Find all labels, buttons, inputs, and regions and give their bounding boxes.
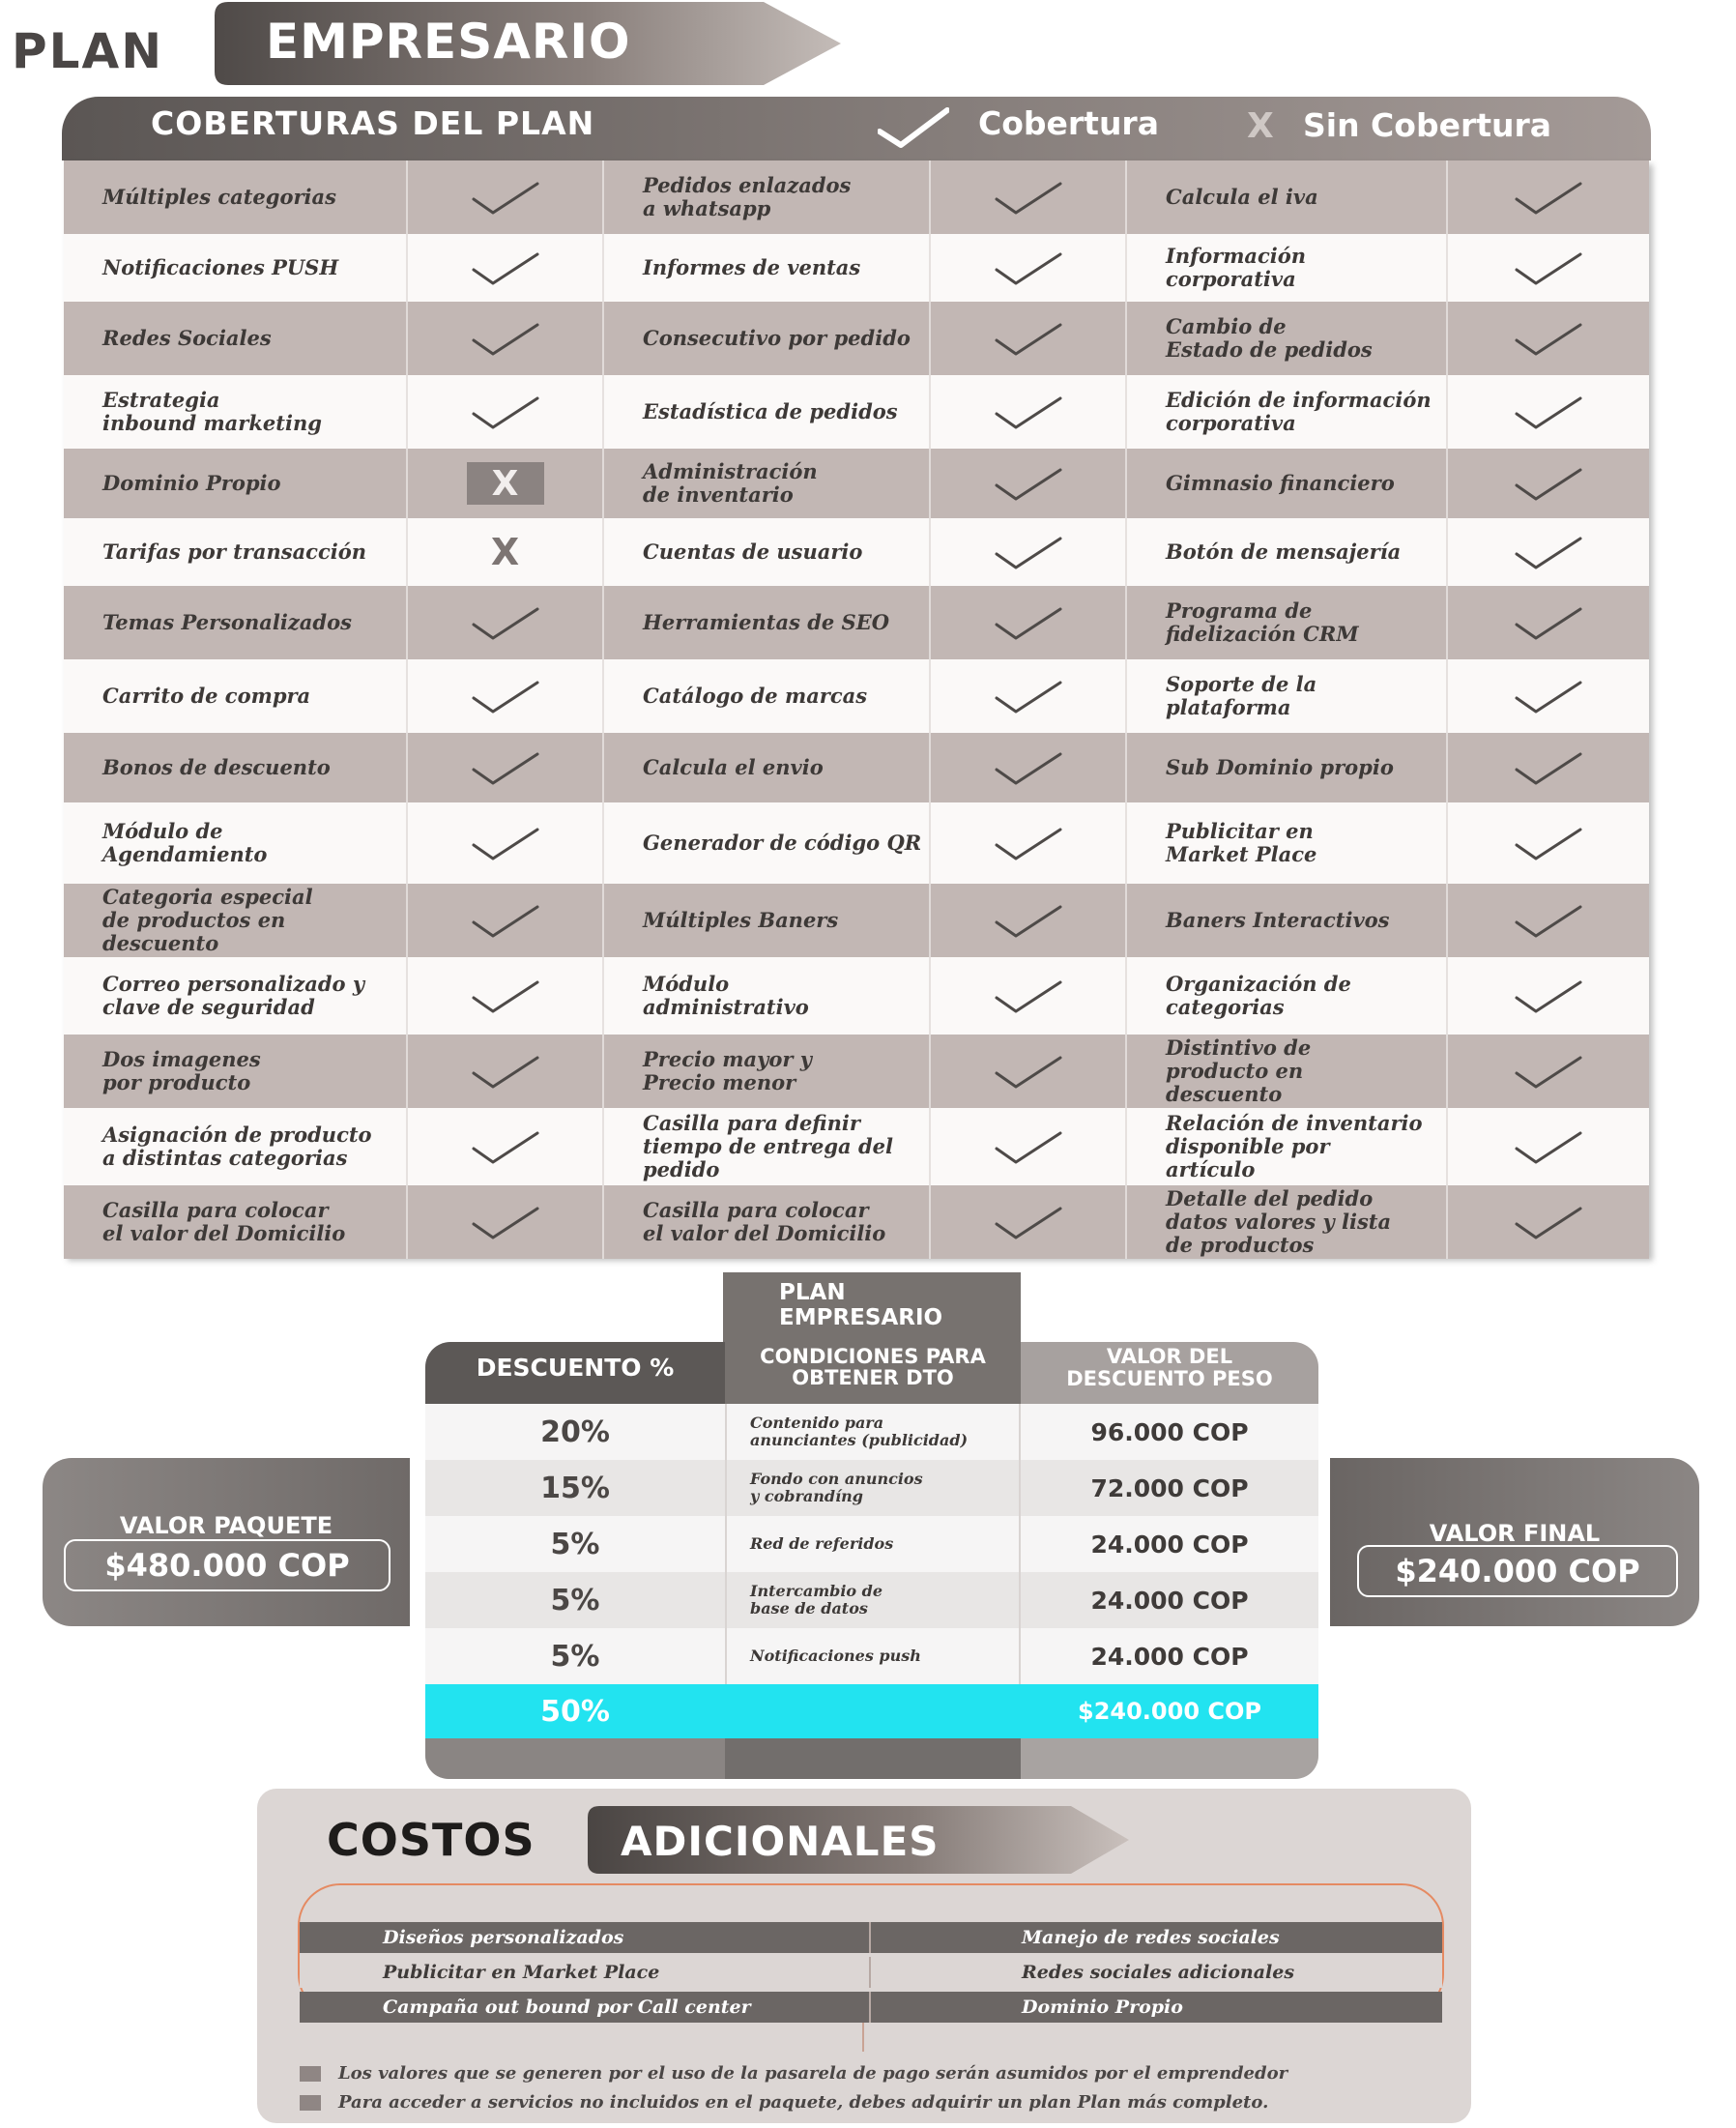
check-icon <box>993 977 1064 1015</box>
bullet-square-icon <box>300 2095 321 2111</box>
legend-covered-label: Cobertura <box>978 104 1159 142</box>
feature-status <box>931 1035 1127 1108</box>
feature-name: Generador de código QR <box>604 802 931 884</box>
check-icon <box>470 393 541 431</box>
additional-cost-row <box>300 1992 1442 2023</box>
additional-cost-item: Diseños personalizados <box>300 1922 871 1953</box>
footnote: Los valores que se generen por el uso de la pasarela de pago serán asumidos por el emprendedor <box>300 2063 1288 2084</box>
coverage-row <box>64 957 1649 1035</box>
feature-name: Dos imagenes por producto <box>64 1035 408 1108</box>
feature-name: Baners Interactivos <box>1127 884 1448 957</box>
feature-status <box>408 302 604 375</box>
coverage-row <box>64 518 1649 586</box>
check-icon <box>470 178 541 217</box>
package-value: $480.000 COP <box>64 1539 391 1591</box>
additional-cost-item: Manejo de redes sociales <box>1022 1927 1280 1948</box>
check-icon <box>993 748 1064 787</box>
discount-value: 72.000 COP <box>1090 1473 1249 1502</box>
feature-status <box>931 802 1127 884</box>
discount-total-row <box>425 1684 1318 1738</box>
check-icon <box>1513 677 1584 715</box>
coverage-row <box>64 586 1649 659</box>
coverage-row <box>64 375 1649 449</box>
check-icon <box>1513 319 1584 358</box>
coverage-row <box>64 1035 1649 1108</box>
discount-percent: 5% <box>550 1583 600 1618</box>
feature-status <box>408 160 604 234</box>
final-value: $240.000 COP <box>1357 1545 1678 1597</box>
check-icon <box>470 1127 541 1166</box>
discount-value: 24.000 COP <box>1090 1586 1249 1615</box>
feature-name: Redes Sociales <box>64 302 408 375</box>
feature-status <box>408 234 604 302</box>
feature-status <box>408 802 604 884</box>
feature-status <box>1448 518 1649 586</box>
discount-value: 24.000 COP <box>1090 1642 1249 1671</box>
discount-row <box>425 1572 1318 1628</box>
coverage-row <box>64 160 1649 234</box>
check-icon <box>1513 603 1584 642</box>
package-value-label: VALOR PAQUETE <box>119 1512 333 1539</box>
check-icon <box>1513 901 1584 940</box>
legend-check-icon <box>878 106 949 149</box>
feature-status <box>931 375 1127 449</box>
check-icon <box>470 1203 541 1241</box>
value-column-header: VALOR DEL DESCUENTO PESO <box>1066 1345 1273 1390</box>
discount-condition: Contenido para anunciantes (publicidad) <box>725 1404 1021 1460</box>
feature-status <box>1448 733 1649 802</box>
check-icon <box>993 901 1064 940</box>
feature-status <box>1448 302 1649 375</box>
feature-name: Gimnasio financiero <box>1127 449 1448 518</box>
check-icon <box>470 248 541 287</box>
check-icon <box>1513 748 1584 787</box>
feature-name: Múltiples categorias <box>64 160 408 234</box>
feature-status <box>1448 802 1649 884</box>
discount-row <box>425 1628 1318 1684</box>
costs-subtitle: ADICIONALES <box>621 1818 940 1865</box>
feature-name: Notificaciones PUSH <box>64 234 408 302</box>
discount-table <box>425 1404 1318 1779</box>
feature-status <box>408 884 604 957</box>
feature-name: Relación de inventario disponible por artículo <box>1127 1108 1448 1185</box>
additional-cost-item: Dominio Propio <box>1022 1997 1183 2018</box>
feature-status <box>1448 234 1649 302</box>
discount-value: 96.000 COP <box>1090 1417 1249 1446</box>
coverage-row <box>64 1108 1649 1185</box>
discount-percent: 5% <box>550 1639 600 1674</box>
feature-name: Carrito de compra <box>64 659 408 733</box>
feature-status <box>1448 659 1649 733</box>
feature-name: Correo personalizado y clave de seguridad <box>64 957 408 1035</box>
feature-status <box>408 1035 604 1108</box>
legend-x-icon: X <box>1247 106 1274 146</box>
feature-status <box>931 160 1127 234</box>
feature-name: Soporte de la plataforma <box>1127 659 1448 733</box>
feature-status <box>408 659 604 733</box>
costs-title: COSTOS <box>327 1814 535 1866</box>
feature-status <box>408 375 604 449</box>
feature-status <box>931 957 1127 1035</box>
check-icon <box>470 901 541 940</box>
coverage-row <box>64 234 1649 302</box>
feature-name: Asignación de producto a distintas categorias <box>64 1108 408 1185</box>
conditions-column-header: CONDICIONES PARA OBTENER DTO <box>760 1345 986 1389</box>
check-icon <box>993 677 1064 715</box>
discount-total-percent: 50% <box>540 1694 610 1729</box>
feature-name: Organización de categorias <box>1127 957 1448 1035</box>
feature-status <box>1448 1185 1649 1259</box>
check-icon <box>993 603 1064 642</box>
additional-cost-item: Publicitar en Market Place <box>300 1957 871 1988</box>
check-icon <box>993 319 1064 358</box>
discount-table-footer <box>425 1738 1318 1779</box>
feature-status <box>1448 957 1649 1035</box>
check-icon <box>470 603 541 642</box>
discount-percent: 5% <box>550 1527 600 1561</box>
feature-status <box>931 586 1127 659</box>
feature-name: Cuentas de usuario <box>604 518 931 586</box>
feature-name: Casilla para definir tiempo de entrega del pedido <box>604 1108 931 1185</box>
check-icon <box>993 178 1064 217</box>
feature-name: Tarifas por transacción <box>64 518 408 586</box>
check-icon <box>1513 393 1584 431</box>
check-icon <box>1513 248 1584 287</box>
feature-name: Calcula el iva <box>1127 160 1448 234</box>
feature-status <box>931 234 1127 302</box>
feature-name: Casilla para colocar el valor del Domicilio <box>604 1185 931 1259</box>
feature-status <box>1448 586 1649 659</box>
feature-name: Publicitar en Market Place <box>1127 802 1448 884</box>
check-icon <box>470 824 541 862</box>
feature-name: Detalle del pedido datos valores y lista de productos <box>1127 1185 1448 1259</box>
feature-name: Módulo administrativo <box>604 957 931 1035</box>
feature-status <box>931 1108 1127 1185</box>
feature-status <box>1448 1108 1649 1185</box>
feature-name: Casilla para colocar el valor del Domicilio <box>64 1185 408 1259</box>
coverage-row <box>64 1185 1649 1259</box>
coverage-table <box>64 160 1649 1257</box>
feature-status <box>1448 160 1649 234</box>
check-icon <box>470 748 541 787</box>
check-icon <box>993 533 1064 571</box>
discount-value: 24.000 COP <box>1090 1530 1249 1559</box>
feature-status <box>931 302 1127 375</box>
coverage-row <box>64 449 1649 518</box>
coverage-row <box>64 733 1649 802</box>
additional-cost-row <box>300 1957 1442 1988</box>
x-icon: X <box>490 531 520 573</box>
feature-status <box>931 733 1127 802</box>
feature-name: Botón de mensajería <box>1127 518 1448 586</box>
check-icon <box>993 393 1064 431</box>
feature-status <box>931 1185 1127 1259</box>
feature-name: Informes de ventas <box>604 234 931 302</box>
discount-plan-tab-label: PLAN EMPRESARIO <box>779 1280 943 1330</box>
discount-condition: Fondo con anuncios y cobrandíng <box>725 1460 1021 1516</box>
feature-status <box>408 518 604 586</box>
feature-status <box>408 1108 604 1185</box>
discount-row <box>425 1516 1318 1572</box>
check-icon <box>470 319 541 358</box>
additional-cost-item: Campaña out bound por Call center <box>300 1992 871 2023</box>
check-icon <box>993 1052 1064 1091</box>
feature-status <box>408 1185 604 1259</box>
check-icon <box>1513 533 1584 571</box>
feature-name: Consecutivo por pedido <box>604 302 931 375</box>
additional-cost-item: Redes sociales adicionales <box>1022 1962 1295 1983</box>
feature-name: Múltiples Baners <box>604 884 931 957</box>
discount-total-value: $240.000 COP <box>1078 1698 1261 1725</box>
footnote: Para acceder a servicios no incluidos en el paquete, debes adquirir un plan Plan más completo. <box>300 2092 1268 2113</box>
feature-name: Módulo de Agendamiento <box>64 802 408 884</box>
check-icon <box>993 824 1064 862</box>
feature-name: Distintivo de producto en descuento <box>1127 1035 1448 1108</box>
plan-name: EMPRESARIO <box>266 14 631 70</box>
check-icon <box>993 1203 1064 1241</box>
feature-name: Edición de información corporativa <box>1127 375 1448 449</box>
check-icon <box>993 248 1064 287</box>
bullet-square-icon <box>300 2066 321 2082</box>
feature-name: Administración de inventario <box>604 449 931 518</box>
feature-status <box>408 586 604 659</box>
feature-status <box>931 518 1127 586</box>
feature-name: Programa de fidelización CRM <box>1127 586 1448 659</box>
feature-status <box>1448 375 1649 449</box>
feature-name: Calcula el envio <box>604 733 931 802</box>
check-icon <box>470 677 541 715</box>
check-icon <box>1513 464 1584 503</box>
final-value-label: VALOR FINAL <box>1429 1520 1601 1547</box>
feature-name: Cambio de Estado de pedidos <box>1127 302 1448 375</box>
feature-status <box>1448 884 1649 957</box>
feature-status <box>408 733 604 802</box>
feature-name: Sub Dominio propio <box>1127 733 1448 802</box>
feature-status <box>408 957 604 1035</box>
feature-status <box>1448 1035 1649 1108</box>
check-icon <box>1513 977 1584 1015</box>
check-icon <box>993 1127 1064 1166</box>
check-icon <box>993 464 1064 503</box>
coverage-row <box>64 884 1649 957</box>
feature-name: Herramientas de SEO <box>604 586 931 659</box>
coverage-row <box>64 302 1649 375</box>
feature-status <box>931 884 1127 957</box>
feature-name: Catálogo de marcas <box>604 659 931 733</box>
discount-percent: 20% <box>540 1414 610 1449</box>
discount-percent: 15% <box>540 1471 610 1505</box>
plan-label: PLAN <box>12 23 164 79</box>
check-icon <box>1513 824 1584 862</box>
feature-name: Bonos de descuento <box>64 733 408 802</box>
feature-status <box>931 449 1127 518</box>
coverage-title: COBERTURAS DEL PLAN <box>151 104 595 142</box>
check-icon <box>470 1052 541 1091</box>
check-icon <box>1513 1127 1584 1166</box>
x-icon: X <box>467 462 544 505</box>
feature-name: Información corporativa <box>1127 234 1448 302</box>
additional-cost-row <box>300 1922 1442 1953</box>
feature-name: Precio mayor y Precio menor <box>604 1035 931 1108</box>
discount-condition: Red de referidos <box>725 1516 1021 1572</box>
feature-name: Temas Personalizados <box>64 586 408 659</box>
feature-name: Categoria especial de productos en descuento <box>64 884 408 957</box>
discount-condition: Intercambio de base de datos <box>725 1572 1021 1628</box>
discount-row <box>425 1460 1318 1516</box>
feature-name: Dominio Propio <box>64 449 408 518</box>
coverage-row <box>64 659 1649 733</box>
feature-name: Pedidos enlazados a whatsapp <box>604 160 931 234</box>
check-icon <box>1513 1203 1584 1241</box>
check-icon <box>1513 1052 1584 1091</box>
feature-status <box>408 449 604 518</box>
feature-name: Estadística de pedidos <box>604 375 931 449</box>
discount-column-header: DESCUENTO % <box>476 1354 675 1382</box>
feature-name: Estrategia inbound marketing <box>64 375 408 449</box>
check-icon <box>470 977 541 1015</box>
feature-status <box>931 659 1127 733</box>
legend-not-covered-label: Sin Cobertura <box>1303 106 1552 144</box>
discount-row <box>425 1404 1318 1460</box>
feature-status <box>1448 449 1649 518</box>
discount-condition: Notificaciones push <box>725 1628 1021 1684</box>
check-icon <box>1513 178 1584 217</box>
coverage-row <box>64 802 1649 884</box>
